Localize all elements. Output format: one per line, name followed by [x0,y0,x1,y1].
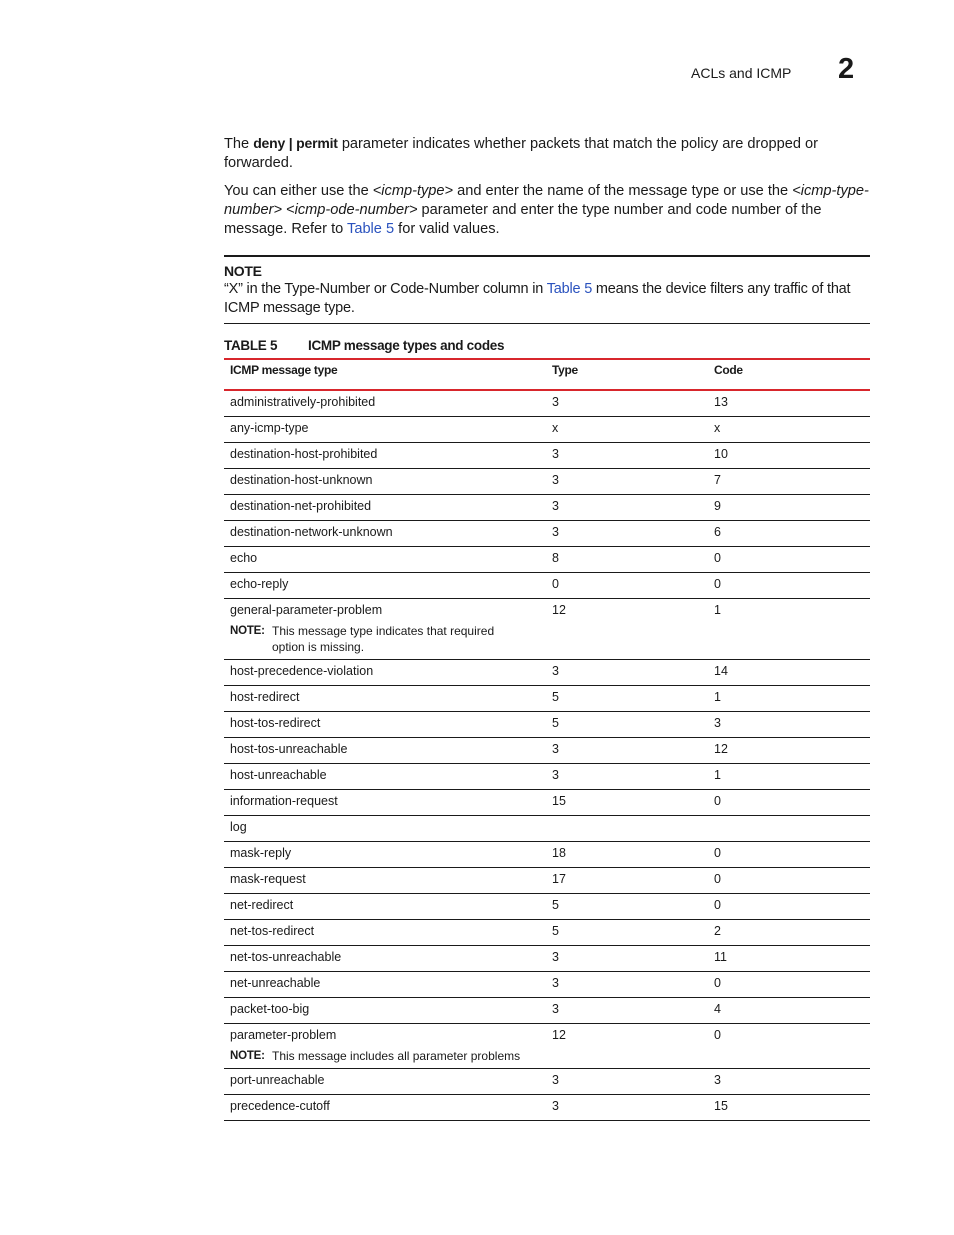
cell-type: 3 [546,495,708,521]
cell-code: 0 [708,573,870,599]
table-caption-label: TABLE 5 [224,338,278,353]
keyword-deny-permit: deny | permit [253,135,338,151]
cell-code: 0 [708,547,870,573]
note-title: NOTE [224,263,262,279]
row-note-label: NOTE: [230,1050,265,1062]
cell-type: 0 [546,573,708,599]
table-header-row [224,359,870,390]
cell-type: 3 [546,521,708,547]
table-caption-title: ICMP message types and codes [308,338,505,353]
table-row [224,790,870,816]
cell-type: 3 [546,764,708,790]
cell-type: 5 [546,686,708,712]
text-run: for valid values. [394,221,500,237]
table-row [224,686,870,712]
text-run: You can either use the [224,183,373,199]
text-run: means the device filters any traffic of that ICMP message type. [224,281,851,316]
message-type-name: echo [230,551,258,565]
cell-code: 11 [708,946,870,972]
message-type-name: destination-host-prohibited [230,447,378,461]
note-box [224,255,870,324]
cell-message-type [224,816,546,842]
text-run: “X” in the Type-Number or Code-Number column in [224,281,547,297]
message-type-name: packet-too-big [230,1002,310,1016]
cell-type: 3 [546,390,708,417]
note-text [224,280,870,318]
cell-message-type [224,521,546,547]
text-run: The [224,136,254,152]
table-row [224,1095,870,1121]
cell-type: 3 [546,972,708,998]
message-type-name: mask-request [230,872,306,886]
cell-code: 6 [708,521,870,547]
cell-type: 3 [546,469,708,495]
cell-type: 3 [546,946,708,972]
table-row [224,547,870,573]
table-body [224,390,870,1121]
cell-type: 3 [546,998,708,1024]
table-row [224,894,870,920]
header-section-title: ACLs and ICMP [691,65,792,81]
cell-type: 3 [546,1095,708,1121]
table-row [224,972,870,998]
cell-code: 2 [708,920,870,946]
row-note-text: This message includes all parameter problems [272,1049,521,1063]
table-row [224,390,870,417]
cell-code: 0 [708,894,870,920]
message-type-name: host-precedence-violation [230,664,374,678]
text-run: parameter indicates whether packets that match the policy are dropped or forwarded. [224,136,818,171]
cell-code: 4 [708,998,870,1024]
cell-message-type [224,495,546,521]
table-5-link[interactable]: Table 5 [347,221,395,237]
cell-message-type [224,790,546,816]
cell-code: 0 [708,790,870,816]
cell-message-type [224,599,546,660]
cell-message-type [224,998,546,1024]
text-run: parameter and enter the type number and code number of the message. Refer to [224,202,822,237]
cell-code: 10 [708,443,870,469]
cell-message-type [224,920,546,946]
table-row [224,469,870,495]
message-type-name: general-parameter-problem [230,603,383,617]
table-row [224,816,870,842]
cell-code: 0 [708,972,870,998]
row-note-label: NOTE: [230,625,265,637]
message-type-name: precedence-cutoff [230,1099,330,1113]
cell-message-type [224,764,546,790]
message-type-name: net-tos-unreachable [230,950,342,964]
cell-code: 1 [708,764,870,790]
table-row [224,920,870,946]
message-type-name: any-icmp-type [230,421,309,435]
intro-paragraph-1 [224,134,870,173]
cell-message-type [224,390,546,417]
column-header-message-type: ICMP message type [224,359,546,390]
cell-type: 3 [546,660,708,686]
cell-message-type [224,686,546,712]
message-type-name: net-redirect [230,898,294,912]
message-type-name: information-request [230,794,338,808]
cell-type: 5 [546,894,708,920]
row-note [230,1048,540,1068]
message-type-name: parameter-problem [230,1028,337,1042]
cell-code: 13 [708,390,870,417]
message-type-name: log [230,820,247,834]
message-type-name: mask-reply [230,846,292,860]
cell-message-type [224,946,546,972]
cell-type: 5 [546,920,708,946]
table-row [224,1024,870,1069]
cell-type: 12 [546,599,708,660]
cell-message-type [224,842,546,868]
cell-type: 12 [546,1024,708,1069]
table-row [224,738,870,764]
cell-code: 1 [708,686,870,712]
cell-message-type [224,1024,546,1069]
table-5-link[interactable]: Table 5 [546,281,593,297]
cell-message-type [224,660,546,686]
cell-code: 14 [708,660,870,686]
table-row [224,573,870,599]
table-row [224,1069,870,1095]
cell-code: 0 [708,842,870,868]
cell-type: 17 [546,868,708,894]
table-row [224,712,870,738]
param-icmp-type-number: <icmp-type-number> <icmp-ode-number> [224,183,869,218]
text-run: and enter the name of the message type or use the [453,183,793,199]
cell-message-type [224,712,546,738]
cell-code: 1 [708,599,870,660]
cell-message-type [224,972,546,998]
message-type-name: net-unreachable [230,976,321,990]
table-row [224,764,870,790]
message-type-name: host-unreachable [230,768,327,782]
cell-message-type [224,1069,546,1095]
cell-type: 3 [546,1069,708,1095]
message-type-name: host-tos-unreachable [230,742,348,756]
cell-code: 9 [708,495,870,521]
table-row [224,443,870,469]
table-row [224,868,870,894]
cell-code: 12 [708,738,870,764]
icmp-message-table [224,358,870,1121]
chapter-number: 2 [838,53,855,85]
cell-type: x [546,417,708,443]
table-row [224,495,870,521]
cell-type: 8 [546,547,708,573]
row-note-text: This message type indicates that required option is missing. [272,624,495,654]
column-header-type: Type [546,359,708,390]
table-row [224,998,870,1024]
message-type-name: net-tos-redirect [230,924,315,938]
cell-code: 3 [708,1069,870,1095]
cell-code: 0 [708,1024,870,1069]
table-caption [224,338,870,358]
cell-message-type [224,469,546,495]
table-row [224,946,870,972]
cell-message-type [224,868,546,894]
row-note [230,623,540,659]
cell-message-type [224,573,546,599]
running-header [0,0,954,100]
cell-message-type [224,1095,546,1121]
cell-type: 15 [546,790,708,816]
cell-code: 15 [708,1095,870,1121]
column-header-code: Code [708,359,870,390]
cell-message-type [224,894,546,920]
intro-paragraph-2 [224,182,870,239]
cell-type: 3 [546,738,708,764]
message-type-name: host-redirect [230,690,300,704]
table-row [224,842,870,868]
message-type-name: administratively-prohibited [230,395,376,409]
table-row [224,521,870,547]
message-type-name: host-tos-redirect [230,716,321,730]
param-icmp-type: <icmp-type> [372,183,454,199]
table-row [224,417,870,443]
main-content [224,134,870,1121]
cell-type: 3 [546,443,708,469]
cell-type: 18 [546,842,708,868]
cell-message-type [224,417,546,443]
cell-message-type [224,547,546,573]
message-type-name: destination-host-unknown [230,473,373,487]
message-type-name: destination-network-unknown [230,525,393,539]
cell-code: 7 [708,469,870,495]
cell-type: 5 [546,712,708,738]
cell-message-type [224,443,546,469]
cell-code: x [708,417,870,443]
cell-type [546,816,708,842]
message-type-name: destination-net-prohibited [230,499,372,513]
message-type-name: echo-reply [230,577,289,591]
message-type-name: port-unreachable [230,1073,325,1087]
table-row [224,599,870,660]
cell-code: 3 [708,712,870,738]
cell-message-type [224,738,546,764]
table-row [224,660,870,686]
cell-code [708,816,870,842]
cell-code: 0 [708,868,870,894]
